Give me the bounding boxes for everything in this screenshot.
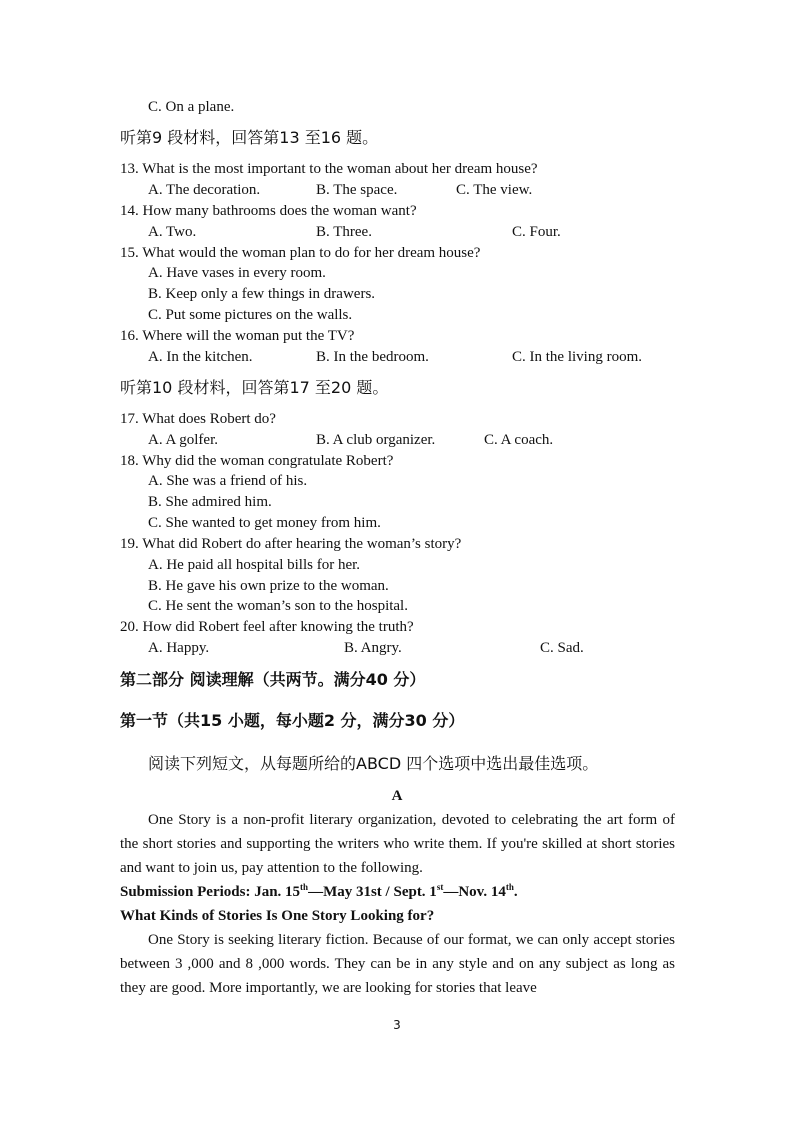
question-stem: 18. Why did the woman congratulate Robert? (120, 453, 394, 469)
question-stem: 13. What is the most important to the woman about her dream house? (120, 161, 538, 177)
part2-heading: 第二部分 阅读理解（共两节。满分40 分） (120, 670, 426, 689)
option-b: B. Angry. (344, 640, 402, 656)
option-c: C. A coach. (484, 432, 554, 448)
submission-mid-1: —May 31st / Sept. 1 (308, 884, 437, 900)
option-a: A. Have vases in every room. (148, 265, 326, 281)
option-c: C. The view. (456, 182, 533, 198)
section1-heading: 第一节（共15 小题，每小题2 分，满分30 分） (120, 711, 465, 730)
option-a: A. He paid all hospital bills for her. (148, 557, 361, 573)
submission-sup-2: st (436, 882, 444, 892)
question-stem: 15. What would the woman plan to do for her dream house? (120, 245, 481, 261)
option-c: C. He sent the woman’s son to the hospital. (148, 598, 408, 614)
submission-mid-2: —Nov. 14 (443, 884, 506, 900)
option-a: A. In the kitchen. (148, 349, 253, 365)
question-stem: 17. What does Robert do? (120, 411, 276, 427)
option-a: A. A golfer. (148, 432, 218, 448)
section10-instruction: 听第10 段材料，回答第17 至20 题。 (120, 378, 389, 397)
option-a: A. The decoration. (148, 182, 261, 198)
question-stem: 14. How many bathrooms does the woman want? (120, 203, 417, 219)
option-c: C. Sad. (540, 640, 584, 656)
option-b: B. He gave his own prize to the woman. (148, 578, 389, 594)
option-a: A. Two. (148, 224, 197, 240)
passage-paragraph: One Story is a non-profit literary organization, devoted to celebrating the art form of the short stories and supporting the writers who write them. If you're skilled at short stories and want to join us, pay attention to the following. (120, 812, 675, 876)
option-b: B. In the bedroom. (316, 349, 429, 365)
passage-paragraph: One Story is seeking literary fiction. Because of our format, we can only accept stories between 3 ,000 and 8 ,000 words. They can be in any style and on any subject as long as they are good. More importantly, we are looking for stories that leave (120, 932, 675, 996)
option-b: B. She admired him. (148, 494, 272, 510)
option-c: C. Four. (512, 224, 561, 240)
option-b: B. A club organizer. (316, 432, 436, 448)
question-stem: 16. Where will the woman put the TV? (120, 328, 355, 344)
reading-instruction: 阅读下列短文，从每题所给的ABCD 四个选项中选出最佳选项。 (148, 754, 599, 773)
submission-sup-1: th (300, 882, 309, 892)
section9-instruction: 听第9 段材料，回答第13 至16 题。 (120, 128, 379, 147)
submission-prefix: Submission Periods: Jan. 15 (120, 884, 301, 900)
option-c: C. Put some pictures on the walls. (148, 307, 353, 323)
option-c: C. In the living room. (512, 349, 642, 365)
submission-periods (120, 883, 518, 901)
option-b: B. Three. (316, 224, 372, 240)
submission-suffix: . (513, 884, 518, 900)
passage-title: A (391, 788, 403, 804)
option-b: B. Keep only a few things in drawers. (148, 286, 376, 302)
option-c: C. She wanted to get money from him. (148, 515, 381, 531)
option-a: A. She was a friend of his. (148, 473, 308, 489)
option-a: A. Happy. (148, 640, 210, 656)
kinds-heading: What Kinds of Stories Is One Story Looking for? (120, 908, 435, 924)
q12-option-c: C. On a plane. (148, 99, 235, 115)
option-b: B. The space. (316, 182, 398, 198)
question-stem: 20. How did Robert feel after knowing the truth? (120, 619, 414, 635)
submission-sup-3: th (505, 882, 514, 892)
question-stem: 19. What did Robert do after hearing the woman’s story? (120, 536, 462, 552)
page-number: 3 (393, 1018, 401, 1032)
